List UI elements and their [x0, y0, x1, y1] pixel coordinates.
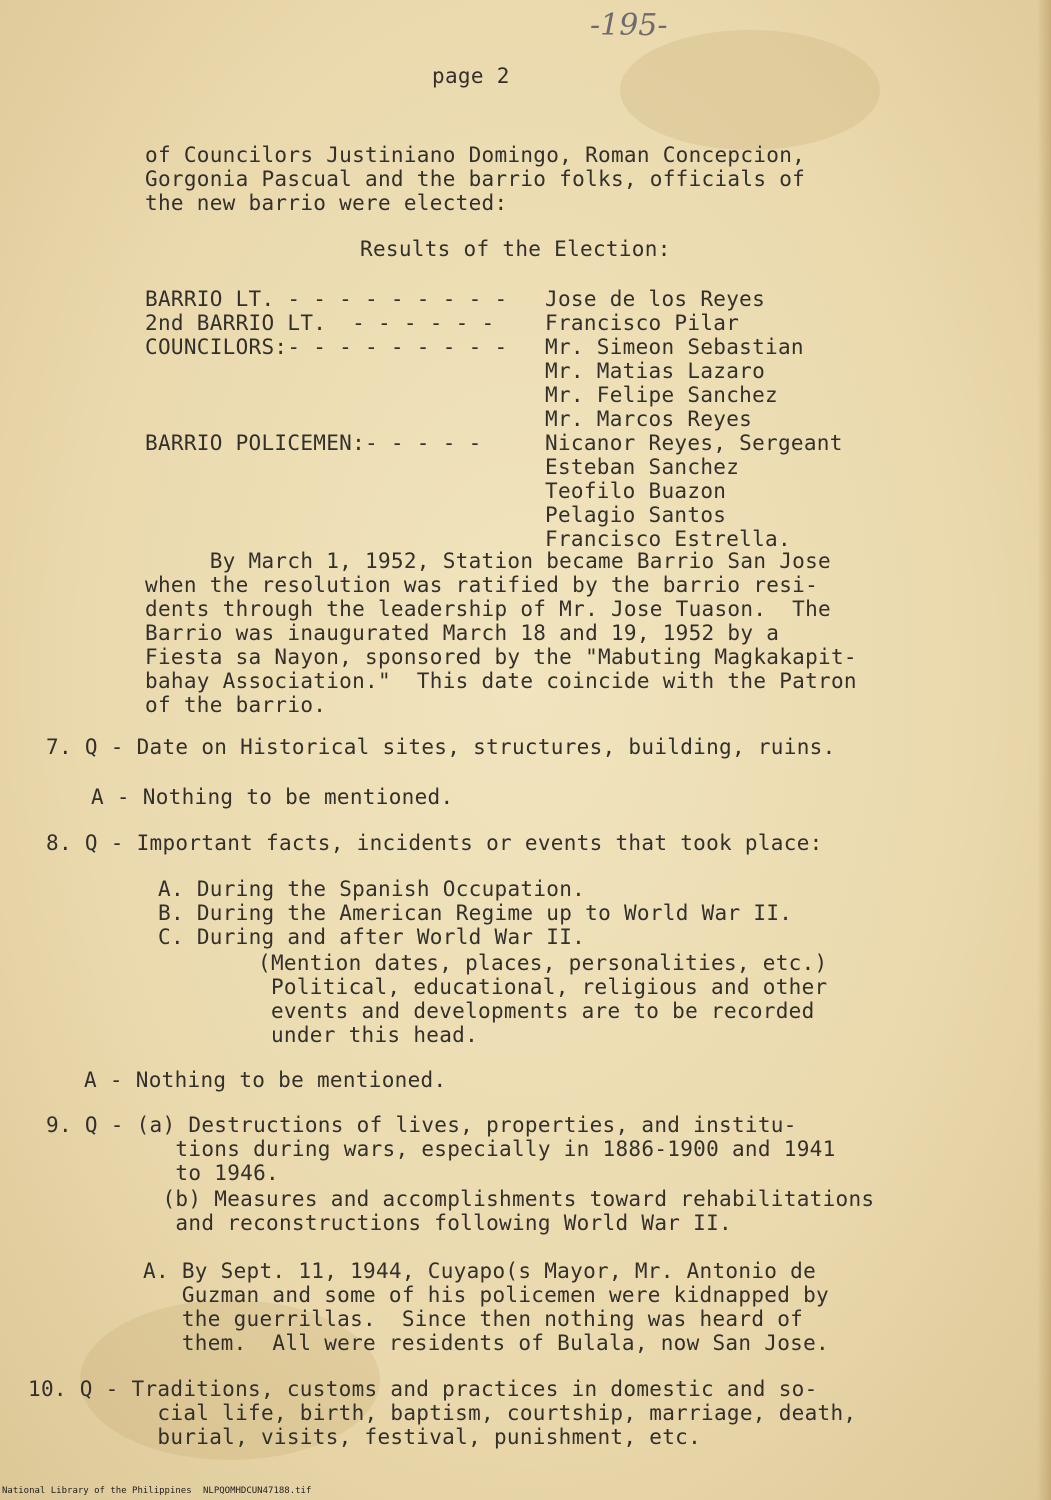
official-name: Jose de los Reyes	[545, 287, 766, 311]
page-label: page 2	[432, 64, 510, 88]
history-line: of the barrio.	[145, 693, 327, 717]
note-8: Political, educational, religious and other	[258, 975, 828, 999]
answer-9: the guerrillas. Since then nothing was heard of	[143, 1307, 804, 1331]
question-9: 9. Q - (a) Destructions of lives, properties, and institu-	[46, 1113, 797, 1137]
question-9: (b) Measures and accomplishments toward rehabilitations	[46, 1187, 875, 1211]
question-8: 8. Q - Important facts, incidents or events that took place:	[46, 831, 823, 855]
answer-7: A - Nothing to be mentioned.	[91, 785, 454, 809]
footer-filename: NLPQOMHDCUN47188.tif	[203, 1486, 312, 1496]
question-10: burial, visits, festival, punishment, etc.	[28, 1425, 702, 1449]
question-9: and reconstructions following World War II.	[46, 1211, 732, 1235]
subitem-8: B. During the American Regime up to World War II.	[158, 901, 793, 925]
history-line: By March 1, 1952, Station became Barrio San Jose	[145, 549, 831, 573]
official-role: COUNCILORS:- - - - - - - - -	[145, 335, 508, 359]
official-name: Francisco Estrella.	[545, 527, 791, 551]
question-10: cial life, birth, baptism, courtship, marriage, death,	[28, 1401, 857, 1425]
answer-8: A - Nothing to be mentioned.	[84, 1068, 447, 1092]
official-role: BARRIO LT. - - - - - - - - -	[145, 287, 508, 311]
results-heading: Results of the Election:	[360, 237, 671, 261]
official-role: 2nd BARRIO LT. - - - - - -	[145, 311, 495, 335]
answer-9: them. All were residents of Bulala, now San Jose.	[143, 1331, 829, 1355]
answer-9: Guzman and some of his policemen were kidnapped by	[143, 1283, 829, 1307]
official-name: Mr. Simeon Sebastian	[545, 335, 804, 359]
history-line: when the resolution was ratified by the barrio resi-	[145, 573, 819, 597]
history-line: Barrio was inaugurated March 18 and 19, 1952 by a	[145, 621, 780, 645]
note-8: (Mention dates, places, personalities, etc.)	[258, 951, 828, 975]
question-9: to 1946.	[46, 1161, 279, 1185]
subitem-8: C. During and after World War II.	[158, 925, 586, 949]
note-8: under this head.	[258, 1023, 479, 1047]
note-8: events and developments are to be recorded	[258, 999, 815, 1023]
intro-line: of Councilors Justiniano Domingo, Roman Concepcion,	[145, 143, 806, 167]
intro-line: the new barrio were elected:	[145, 191, 508, 215]
official-name: Pelagio Santos	[545, 503, 727, 527]
paper-edge	[1037, 0, 1051, 1500]
history-line: bahay Association." This date coincide with the Patron	[145, 669, 857, 693]
official-name: Esteban Sanchez	[545, 455, 740, 479]
official-name: Mr. Felipe Sanchez	[545, 383, 778, 407]
answer-9: A. By Sept. 11, 1944, Cuyapo(s Mayor, Mr. Antonio de	[143, 1259, 817, 1283]
official-name: Francisco Pilar	[545, 311, 740, 335]
history-line: dents through the leadership of Mr. Jose Tuason. The	[145, 597, 831, 621]
question-9: tions during wars, especially in 1886-1900 and 1941	[46, 1137, 836, 1161]
question-7: 7. Q - Date on Historical sites, structures, building, ruins.	[46, 735, 836, 759]
handwritten-page-number: -195-	[590, 8, 668, 43]
question-10: 10. Q - Traditions, customs and practices in domestic and so-	[28, 1377, 818, 1401]
subitem-8: A. During the Spanish Occupation.	[158, 877, 586, 901]
official-name: Nicanor Reyes, Sergeant	[545, 431, 843, 455]
footer-library: National Library of the Philippines	[2, 1486, 192, 1496]
official-role: BARRIO POLICEMEN:- - - - -	[145, 431, 482, 455]
official-name: Mr. Matias Lazaro	[545, 359, 766, 383]
intro-line: Gorgonia Pascual and the barrio folks, officials of	[145, 167, 806, 191]
official-name: Teofilo Buazon	[545, 479, 727, 503]
history-line: Fiesta sa Nayon, sponsored by the "Mabuting Magkakapit-	[145, 645, 857, 669]
paper-stain	[620, 30, 880, 150]
official-name: Mr. Marcos Reyes	[545, 407, 753, 431]
